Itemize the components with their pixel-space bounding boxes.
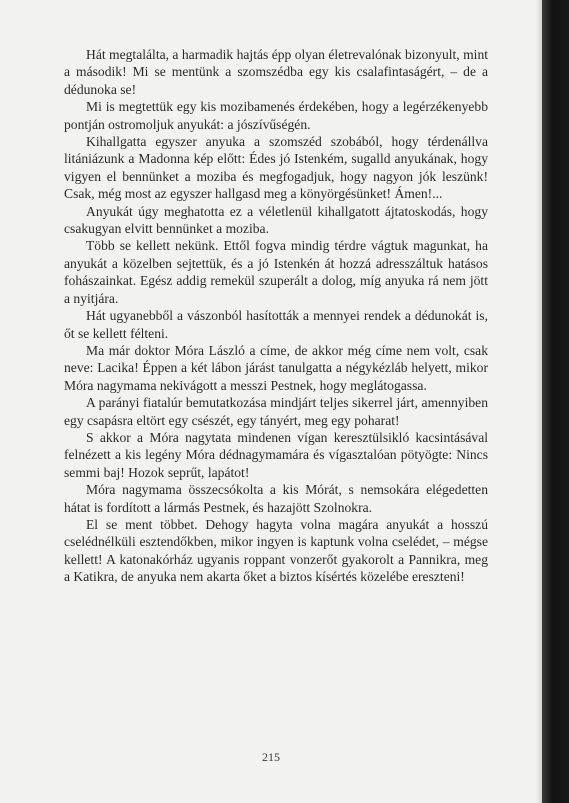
paragraph-1: Hát megtalálta, a harmadik hajtás épp olyan életrevalónak bizonyult, mint a második! Mi se mentünk a szomszédba egy kis csalafintaságért, – de a dédunoka se! (64, 47, 489, 97)
paragraph-8: A parányi fiatalúr bemutatkozása mindjárt teljes sikerrel járt, amennyiben egy csapásra eltört egy csészét, egy tányért, meg egy poharat! (64, 395, 488, 428)
paragraph-2: Mi is megtettük egy kis mozibamenés érdekében, hogy a legérzékenyebb pontján ostromoljuk anyukát: a jószívűségén. (64, 99, 488, 132)
paragraph-7: Ma már doktor Móra László a címe, de akkor még címe nem volt, csak neve: Lacika! Éppen a két lábon járást tanulgatta a négykézláb helyett, mikor Móra nagymama nekivágott a messzi Pestnek, hogy meglátogassa. (64, 342, 488, 393)
paragraph-6: Hát ugyanebből a vászonból hasították a mennyei rendek a dédunokát is, őt se kellett félteni. (64, 308, 488, 341)
paragraph-10: Móra nagymama összecsókolta a kis Mórát, s nemsokára elégedetten hátat is fordított a lármás Pestnek, és hazajött Szolnokra. (64, 482, 488, 515)
paragraph-9: S akkor a Móra nagytata mindenen vígan keresztülsikló kacsintásával felnézett a kis legény Móra dédnagymamára és vígasztalóan pötyögte: Nincs semmi baj! Hozok seprűt, lapátot! (64, 429, 488, 480)
paragraph-5: Több se kellett nekünk. Ettől fogva mindig térdre vágtuk magunkat, ha anyukát a közelben sejtettük, és a jó Istenkén át hozzá adresszáltuk hatásos fohászainkat. Egész addig remekül szuperált a dolog, míg anyuka rá nem jött a nyitjára. (64, 238, 488, 306)
paragraph-3: Kihallgatta egyszer anyuka a szomszéd szobából, hogy térdenállva litániázunk a Madonna kép előtt: Édes jó Istenkém, sugalld anyukának, hogy vigyen el bennünket a moziba és megfogadjuk, hogy nagyon jók leszünk! Csak, még most az egyszer hallgasd meg a könyörgésünket! Ámen!... (64, 134, 488, 202)
book-binding-edge (542, 0, 569, 803)
paragraph-11: El se ment többet. Dehogy hagyta volna magára anyukát a hosszú cselédnélküli esztendőkben, mikor ingyen is kaptunk volna cselédet, – mégse kellett! A katonakórház ugyanis roppant vonzerőt gyakorolt a Pannikra, meg a Katikra, de anyuka nem akarta őket a biztos kísértés közelébe ereszteni! (64, 516, 488, 585)
paragraph-4: Anyukát úgy meghatotta ez a véletlenül kihallgatott ájtatoskodás, hogy csakugyan elvitt bennünket a moziba. (64, 203, 488, 237)
body-text (64, 46, 488, 586)
page-number: 215 (262, 750, 280, 764)
